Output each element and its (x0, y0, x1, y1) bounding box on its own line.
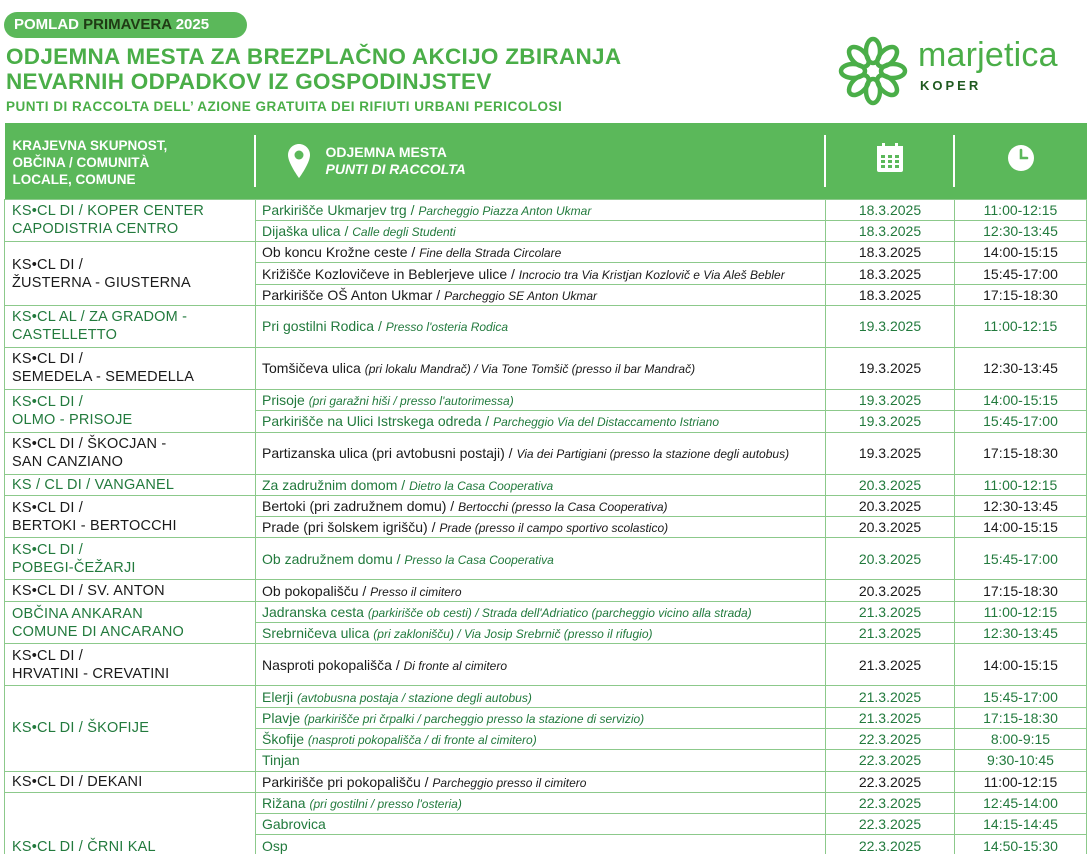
time-cell: 14:50-15:30 (955, 835, 1087, 854)
collection-point-sl: Partizanska ulica (pri avtobusni postaji) / (262, 445, 517, 462)
community-cell (5, 495, 256, 538)
time-cell: 9:30-10:45 (955, 750, 1087, 771)
community-name-it: SEMEDELA - SEMEDELLA (12, 369, 195, 386)
date-cell: 20.3.2025 (826, 538, 955, 580)
collection-point-it: Parcheggio Piazza Anton Ukmar (418, 203, 592, 218)
collection-point-cell (256, 432, 826, 474)
date-cell: 19.3.2025 (826, 305, 955, 347)
header-date (826, 123, 955, 199)
badge-season-sl: POMLAD (14, 16, 79, 33)
date-cell: 22.3.2025 (826, 792, 955, 813)
badge-year: 2025 (175, 16, 210, 33)
collection-point-it: Via dei Partigiani (presso la stazione degli autobus) (516, 447, 790, 462)
time-cell: 17:15-18:30 (955, 707, 1087, 728)
table-row (5, 601, 1087, 622)
collection-point-sl: Ob koncu Krožne ceste / (262, 244, 420, 261)
collection-point-cell (256, 411, 826, 432)
community-name: KS•CL DI / (12, 351, 84, 368)
community-cell (5, 771, 256, 792)
collection-point-cell (256, 750, 826, 771)
time-cell: 11:00-12:15 (955, 771, 1087, 792)
collection-point-it: (avtobusna postaja / stazione degli autobus) (297, 690, 532, 705)
flower-logo-icon (838, 36, 908, 106)
collection-point-cell (256, 474, 826, 495)
time-cell: 8:00-9:15 (955, 728, 1087, 749)
location-pin-icon (288, 144, 310, 178)
collection-point-sl: Elerji (262, 688, 298, 705)
date-cell: 18.3.2025 (826, 199, 955, 220)
page-subtitle: PUNTI DI RACCOLTA DELL’ AZIONE GRATUITA DEI RIFIUTI URBANI PERICOLOSI (6, 99, 563, 114)
date-cell: 18.3.2025 (826, 284, 955, 305)
date-cell: 21.3.2025 (826, 644, 955, 686)
collection-point-sl: Dijaška ulica / (262, 222, 353, 239)
time-cell: 12:30-13:45 (955, 220, 1087, 241)
date-cell: 21.3.2025 (826, 707, 955, 728)
collection-point-it: Parcheggio Via del Distaccamento Istriano (493, 415, 719, 430)
time-cell: 14:00-15:15 (955, 389, 1087, 410)
date-cell: 18.3.2025 (826, 263, 955, 284)
community-cell (5, 792, 256, 854)
table-row (5, 242, 1087, 263)
community-name-it: POBEGI-ČEŽARJI (12, 559, 136, 576)
collection-point-sl: Parkirišče Ukmarjev trg / (262, 201, 419, 218)
collection-point-it: (pri gostilni / presso l'osteria) (309, 796, 462, 811)
collection-point-it: (pri lokalu Mandrač) / Via Tone Tomšič (presso il bar Mandrač) (364, 362, 696, 377)
marjetica-logo (838, 36, 1078, 108)
date-cell: 21.3.2025 (826, 601, 955, 622)
community-name-it: SAN CANZIANO (12, 454, 124, 471)
time-cell: 17:15-18:30 (955, 580, 1087, 601)
collection-point-sl: Prisoje (262, 392, 309, 409)
table-row (5, 644, 1087, 686)
time-cell: 15:45-17:00 (955, 538, 1087, 580)
page-title (6, 44, 706, 94)
collection-point-cell (256, 792, 826, 813)
collection-point-it: Dietro la Casa Cooperativa (409, 478, 554, 493)
community-name-it: BERTOKI - BERTOCCHI (12, 517, 177, 534)
collection-point-it: Presso l'osteria Rodica (385, 320, 509, 335)
collection-point-sl: Plavje (262, 709, 305, 726)
collection-point-cell (256, 347, 826, 389)
community-name: KS•CL DI / DEKANI (12, 773, 143, 790)
table-body (5, 199, 1087, 854)
time-cell: 11:00-12:15 (955, 199, 1087, 220)
collection-point-cell (256, 623, 826, 644)
collection-point-cell (256, 284, 826, 305)
collection-schedule-table (4, 123, 1087, 854)
date-cell: 19.3.2025 (826, 432, 955, 474)
date-cell: 22.3.2025 (826, 814, 955, 835)
collection-point-cell (256, 644, 826, 686)
community-name-it: OLMO - PRISOJE (12, 411, 133, 428)
community-cell (5, 644, 256, 686)
date-cell: 22.3.2025 (826, 750, 955, 771)
community-cell (5, 538, 256, 580)
header-collection-points-sl: ODJEMNA MESTA (325, 143, 447, 160)
community-cell (5, 305, 256, 347)
time-cell: 11:00-12:15 (955, 305, 1087, 347)
collection-point-cell (256, 517, 826, 538)
badge-season-it: PRIMAVERA (83, 16, 172, 33)
date-cell: 19.3.2025 (826, 411, 955, 432)
collection-point-sl: Jadranska cesta (262, 603, 368, 620)
collection-point-it: (pri zaklonišču) / Via Josip Srebrnič (presso il rifugio) (373, 627, 653, 642)
community-cell (5, 347, 256, 389)
community-cell (5, 686, 256, 771)
collection-point-cell (256, 199, 826, 220)
calendar-icon (876, 143, 904, 173)
collection-point-sl: Osp (262, 837, 288, 854)
collection-point-cell (256, 814, 826, 835)
collection-point-it: Parcheggio presso il cimitero (432, 775, 587, 790)
collection-point-sl: Bertoki (pri zadružnem domu) / (262, 498, 459, 515)
table-row (5, 474, 1087, 495)
community-name: KS•CL DI / ČRNI KAL (12, 838, 156, 854)
collection-point-cell (256, 538, 826, 580)
table-row (5, 538, 1087, 580)
collection-point-cell (256, 835, 826, 854)
table-row (5, 771, 1087, 792)
collection-point-sl: Tinjan (262, 752, 300, 769)
time-cell: 15:45-17:00 (955, 263, 1087, 284)
header-community (5, 123, 256, 199)
time-cell: 14:00-15:15 (955, 644, 1087, 686)
collection-point-sl: Parkirišče pri pokopališču / (262, 773, 433, 790)
community-name: KS•CL DI / (12, 393, 84, 410)
collection-point-cell (256, 220, 826, 241)
header-collection-points (256, 123, 826, 199)
community-name: KS•CL DI / KOPER CENTER (12, 203, 205, 220)
time-cell: 14:00-15:15 (955, 242, 1087, 263)
table-header-row (5, 123, 1087, 199)
table-row (5, 199, 1087, 220)
time-cell: 17:15-18:30 (955, 284, 1087, 305)
table-row (5, 432, 1087, 474)
collection-point-sl: Križišče Kozlovičeve in Beblerjeve ulice / (262, 265, 519, 282)
collection-point-cell (256, 771, 826, 792)
collection-point-it: Fine della Strada Circolare (419, 246, 562, 261)
collection-point-sl: Škofije (262, 731, 308, 748)
collection-point-sl: Gabrovica (262, 816, 326, 833)
community-name-it: ŽUSTERNA - GIUSTERNA (12, 274, 191, 291)
community-name: OBČINA ANKARAN (12, 605, 143, 622)
community-name: KS•CL DI / ŠKOFIJE (12, 720, 150, 737)
table-row (5, 495, 1087, 516)
community-cell (5, 474, 256, 495)
community-cell (5, 580, 256, 601)
time-cell: 17:15-18:30 (955, 432, 1087, 474)
collection-point-sl: Ob pokopališču / (262, 582, 371, 599)
collection-point-cell (256, 389, 826, 410)
date-cell: 21.3.2025 (826, 623, 955, 644)
collection-point-it: Prade (presso il campo sportivo scolastico) (439, 521, 669, 536)
collection-point-sl: Za zadružnim domom / (262, 476, 410, 493)
date-cell: 18.3.2025 (826, 242, 955, 263)
season-badge (4, 12, 247, 38)
collection-point-sl: Parkirišče OŠ Anton Ukmar / (262, 286, 445, 303)
collection-point-sl: Parkirišče na Ulici Istrskega odreda / (262, 413, 494, 430)
collection-point-sl: Nasproti pokopališča / (262, 656, 404, 673)
date-cell: 22.3.2025 (826, 728, 955, 749)
collection-point-cell (256, 305, 826, 347)
header-community-line: LOCALE, COMUNE (12, 171, 136, 187)
time-cell: 12:30-13:45 (955, 495, 1087, 516)
collection-point-it: Calle degli Studenti (352, 224, 456, 239)
collection-point-sl: Prade (pri šolskem igrišču) / (262, 519, 440, 536)
collection-point-cell (256, 580, 826, 601)
clock-icon (1007, 144, 1035, 172)
time-cell: 11:00-12:15 (955, 601, 1087, 622)
community-name-it: CAPODISTRIA CENTRO (12, 221, 179, 238)
table-row (5, 792, 1087, 813)
title-line-1: ODJEMNA MESTA ZA BREZPLAČNO AKCIJO ZBIRANJA (6, 44, 622, 69)
community-name: KS•CL AL / ZA GRADOM - (12, 309, 188, 326)
time-cell: 12:30-13:45 (955, 623, 1087, 644)
collection-point-sl: Pri gostilni Rodica / (262, 318, 386, 335)
community-cell (5, 601, 256, 644)
collection-point-cell (256, 495, 826, 516)
collection-point-it: Presso la Casa Cooperativa (404, 552, 554, 567)
community-name: KS•CL DI / (12, 647, 84, 664)
header-collection-points-it: PUNTI DI RACCOLTA (325, 160, 466, 177)
time-cell: 12:45-14:00 (955, 792, 1087, 813)
time-cell: 14:15-14:45 (955, 814, 1087, 835)
collection-point-cell (256, 263, 826, 284)
time-cell: 15:45-17:00 (955, 411, 1087, 432)
community-cell (5, 389, 256, 432)
logo-subtitle: KOPER (920, 78, 982, 93)
collection-point-sl: Rižana (262, 794, 310, 811)
community-name-it: COMUNE DI ANCARANO (12, 623, 184, 640)
collection-point-it: Presso il cimitero (370, 584, 462, 599)
collection-point-cell (256, 686, 826, 707)
date-cell: 18.3.2025 (826, 220, 955, 241)
table-row (5, 686, 1087, 707)
community-name: KS•CL DI / ŠKOCJAN - (12, 436, 167, 453)
collection-point-sl: Srebrničeva ulica (262, 625, 374, 642)
collection-point-cell (256, 707, 826, 728)
table-row (5, 389, 1087, 410)
time-cell: 15:45-17:00 (955, 686, 1087, 707)
community-name: KS•CL DI / (12, 541, 84, 558)
date-cell: 20.3.2025 (826, 474, 955, 495)
collection-point-sl: Tomšičeva ulica (262, 360, 365, 377)
title-line-2: NEVARNIH ODPADKOV IZ GOSPODINJSTEV (6, 69, 492, 94)
collection-point-it: (pri garažni hiši / presso l'autorimessa) (308, 394, 514, 409)
header-community-line: OBČINA / COMUNITÀ (12, 154, 150, 170)
table-row (5, 347, 1087, 389)
collection-point-it: (parkirišče pri črpalki / parcheggio presso la stazione di servizio) (304, 711, 645, 726)
collection-point-it: Parcheggio SE Anton Ukmar (444, 288, 598, 303)
collection-point-cell (256, 728, 826, 749)
community-cell (5, 432, 256, 474)
date-cell: 20.3.2025 (826, 517, 955, 538)
time-cell: 12:30-13:45 (955, 347, 1087, 389)
header-community-line: KRAJEVNA SKUPNOST, (12, 137, 168, 153)
community-name: KS / CL DI / VANGANEL (12, 476, 175, 493)
time-cell: 14:00-15:15 (955, 517, 1087, 538)
community-name-it: HRVATINI - CREVATINI (12, 665, 170, 682)
date-cell: 20.3.2025 (826, 580, 955, 601)
collection-point-cell (256, 601, 826, 622)
date-cell: 22.3.2025 (826, 835, 955, 854)
collection-point-sl: Ob zadružnem domu / (262, 550, 405, 567)
table-row (5, 580, 1087, 601)
collection-point-it: (nasproti pokopališča / di fronte al cimitero) (307, 733, 537, 748)
table-row (5, 305, 1087, 347)
collection-point-it: Incrocio tra Via Kristjan Kozlovič e Via Aleš Bebler (518, 267, 785, 282)
community-name: KS•CL DI / SV. ANTON (12, 582, 165, 599)
header-time (955, 123, 1087, 199)
time-cell: 11:00-12:15 (955, 474, 1087, 495)
collection-point-it: Bertocchi (presso la Casa Cooperativa) (458, 500, 668, 515)
date-cell: 19.3.2025 (826, 389, 955, 410)
community-name: KS•CL DI / (12, 499, 84, 516)
collection-point-it: Di fronte al cimitero (403, 658, 508, 673)
community-cell (5, 199, 256, 242)
collection-point-it: (parkirišče ob cesti) / Strada dell'Adriatico (parcheggio vicino alla strada) (367, 605, 752, 620)
community-name: KS•CL DI / (12, 256, 84, 273)
date-cell: 21.3.2025 (826, 686, 955, 707)
logo-wordmark: marjetica (918, 36, 1058, 74)
date-cell: 22.3.2025 (826, 771, 955, 792)
community-name-it: CASTELLETTO (12, 327, 118, 344)
community-cell (5, 242, 256, 306)
date-cell: 19.3.2025 (826, 347, 955, 389)
date-cell: 20.3.2025 (826, 495, 955, 516)
collection-point-cell (256, 242, 826, 263)
